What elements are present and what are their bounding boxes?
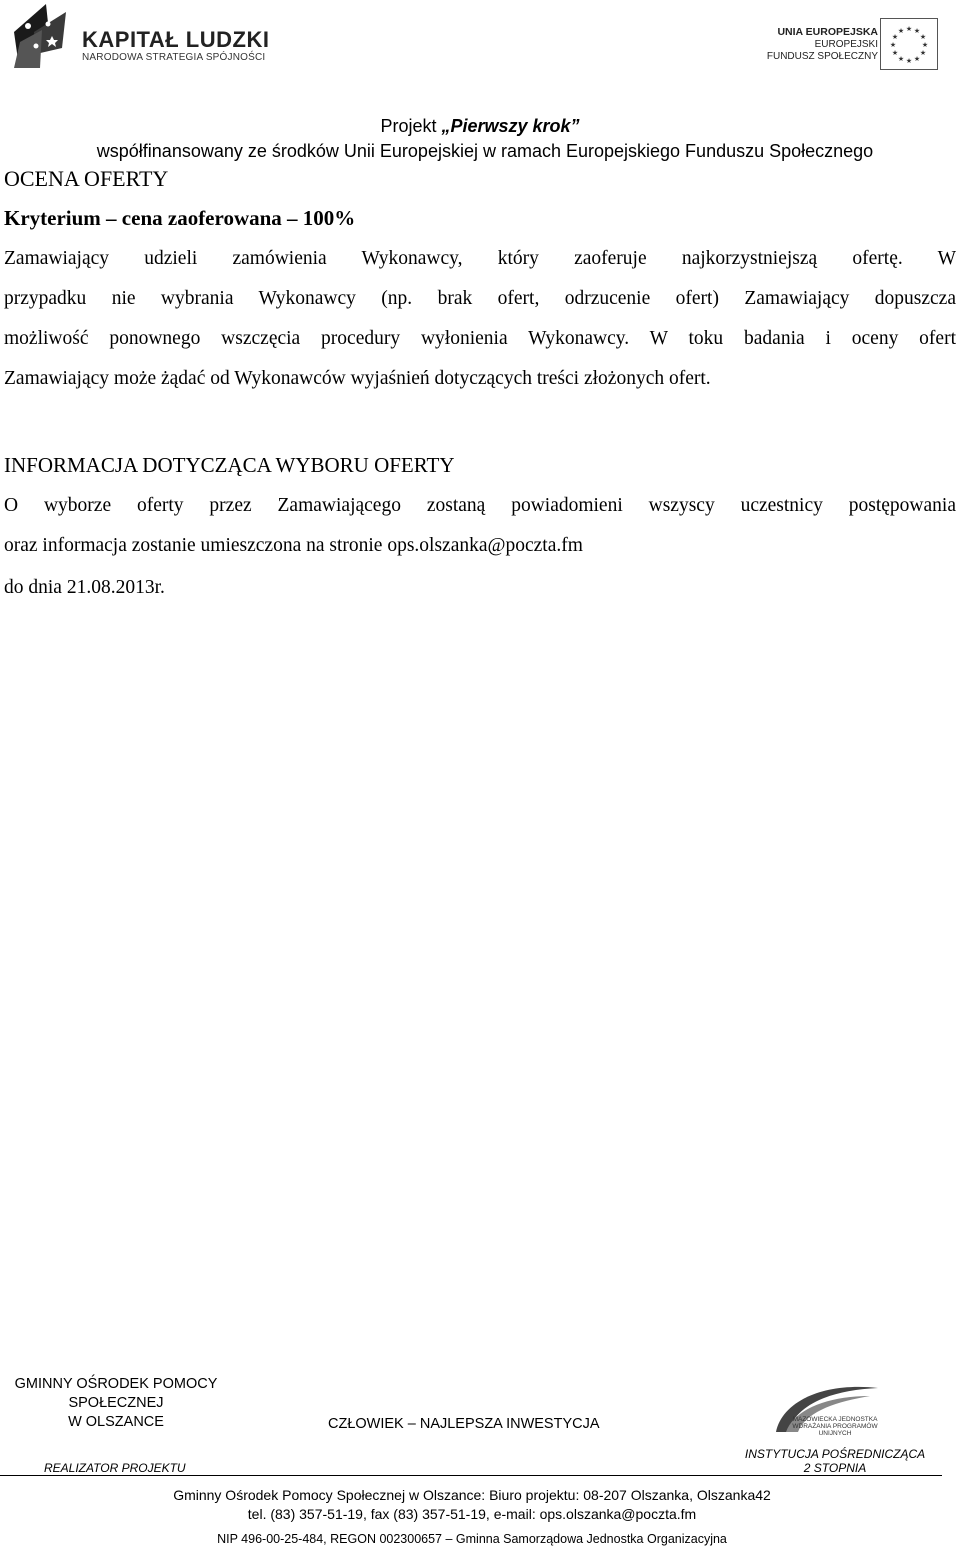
paragraph-line: możliwość ponownego wszczęcia procedury wyłonienia Wykonawcy. W toku badania i oceny ofert bbox=[4, 328, 956, 349]
section-heading-ocena: OCENA OFERTY bbox=[4, 166, 169, 191]
footer-registry: NIP 496-00-25-484, REGON 002300657 – Gminna Samorządowa Jednostka Organizacyjna bbox=[217, 1532, 727, 1546]
svg-text:★: ★ bbox=[905, 57, 913, 65]
paragraph-line: Zamawiający może żądać od Wykonawców wyjaśnień dotyczących treści złożonych ofert. bbox=[4, 368, 711, 389]
footer-gops-name bbox=[4, 1375, 228, 1432]
paragraph-line: do dnia 21.08.2013r. bbox=[4, 577, 165, 598]
eu-logo bbox=[760, 16, 940, 76]
svg-text:★: ★ bbox=[913, 55, 921, 63]
project-prefix: Projekt bbox=[380, 116, 442, 136]
footer-address: Gminny Ośrodek Pomocy Społecznej w Olszance: Biuro projektu: 08-207 Olszanka, Olszanka42 bbox=[173, 1487, 771, 1503]
footer-gops-line: SPOŁECZNEJ bbox=[68, 1395, 164, 1411]
eu-logo-line2: EUROPEJSKI bbox=[814, 39, 878, 50]
svg-text:★: ★ bbox=[919, 49, 927, 57]
criterion-line: Kryterium – cena zaoferowana – 100% bbox=[4, 206, 356, 230]
paragraph-line: oraz informacja zostanie umieszczona na stronie ops.olszanka@poczta.fm bbox=[4, 535, 583, 556]
section-heading-informacja: INFORMACJA DOTYCZĄCA WYBORU OFERTY bbox=[4, 453, 455, 477]
paragraph-line: Zamawiający udzieli zamówienia Wykonawcy, który zaoferuje najkorzystniejszą ofertę. W bbox=[4, 248, 956, 269]
footer-gops-line: W OLSZANCE bbox=[68, 1414, 164, 1430]
paragraph-line: przypadku nie wybrania Wykonawcy (np. brak ofert, odrzucenie ofert) Zamawiający dopuszcza bbox=[4, 288, 956, 309]
svg-text:★: ★ bbox=[905, 25, 913, 33]
footer-instytucja bbox=[744, 1447, 926, 1475]
eu-logo-line3: FUNDUSZ SPOŁECZNY bbox=[766, 51, 878, 62]
svg-text:★: ★ bbox=[889, 41, 897, 49]
footer-realizator: REALIZATOR PROJEKTU bbox=[44, 1461, 186, 1475]
svg-text:★: ★ bbox=[919, 33, 927, 41]
cofinancing-note: współfinansowany ze środków Unii Europejskiej w ramach Europejskiego Funduszu Społecznego bbox=[96, 141, 874, 161]
kapital-ludzki-emblem-icon bbox=[6, 2, 78, 74]
footer-contact: tel. (83) 357-51-19, fax (83) 357-51-19, e-mail: ops.olszanka@poczta.fm bbox=[247, 1506, 697, 1522]
svg-text:★: ★ bbox=[897, 55, 905, 63]
svg-text:★: ★ bbox=[891, 49, 899, 57]
kapital-ludzki-title: KAPITAŁ LUDZKI bbox=[82, 27, 270, 52]
mazowiecka-logo-text: MAZOWIECKA JEDNOSTKA WDRAŻANIA PROGRAMÓW UNIJNYCH bbox=[792, 1416, 878, 1437]
footer-instytucja-line: 2 STOPNIA bbox=[803, 1461, 867, 1475]
svg-text:★: ★ bbox=[891, 33, 899, 41]
footer-instytucja-line: INSTYTUCJA POŚREDNICZĄCA bbox=[744, 1447, 926, 1461]
footer-divider bbox=[0, 1475, 942, 1476]
footer-gops-line: GMINNY OŚRODEK POMOCY bbox=[14, 1376, 218, 1392]
eu-flag-icon bbox=[880, 18, 938, 70]
kapital-ludzki-subtitle: NARODOWA STRATEGIA SPÓJNOŚCI bbox=[82, 52, 266, 63]
project-name: „Pierwszy krok” bbox=[441, 116, 580, 136]
svg-text:★: ★ bbox=[913, 27, 921, 35]
svg-text:★: ★ bbox=[897, 27, 905, 35]
footer-slogan: CZŁOWIEK – NAJLEPSZA INWESTYCJA bbox=[328, 1416, 600, 1432]
eu-logo-line1: UNIA EUROPEJSKA bbox=[777, 26, 878, 38]
svg-text:★: ★ bbox=[921, 41, 929, 49]
paragraph-line: O wyborze oferty przez Zamawiającego zostaną powiadomieni wszyscy uczestnicy postępowania bbox=[4, 495, 956, 516]
project-title bbox=[0, 116, 960, 137]
